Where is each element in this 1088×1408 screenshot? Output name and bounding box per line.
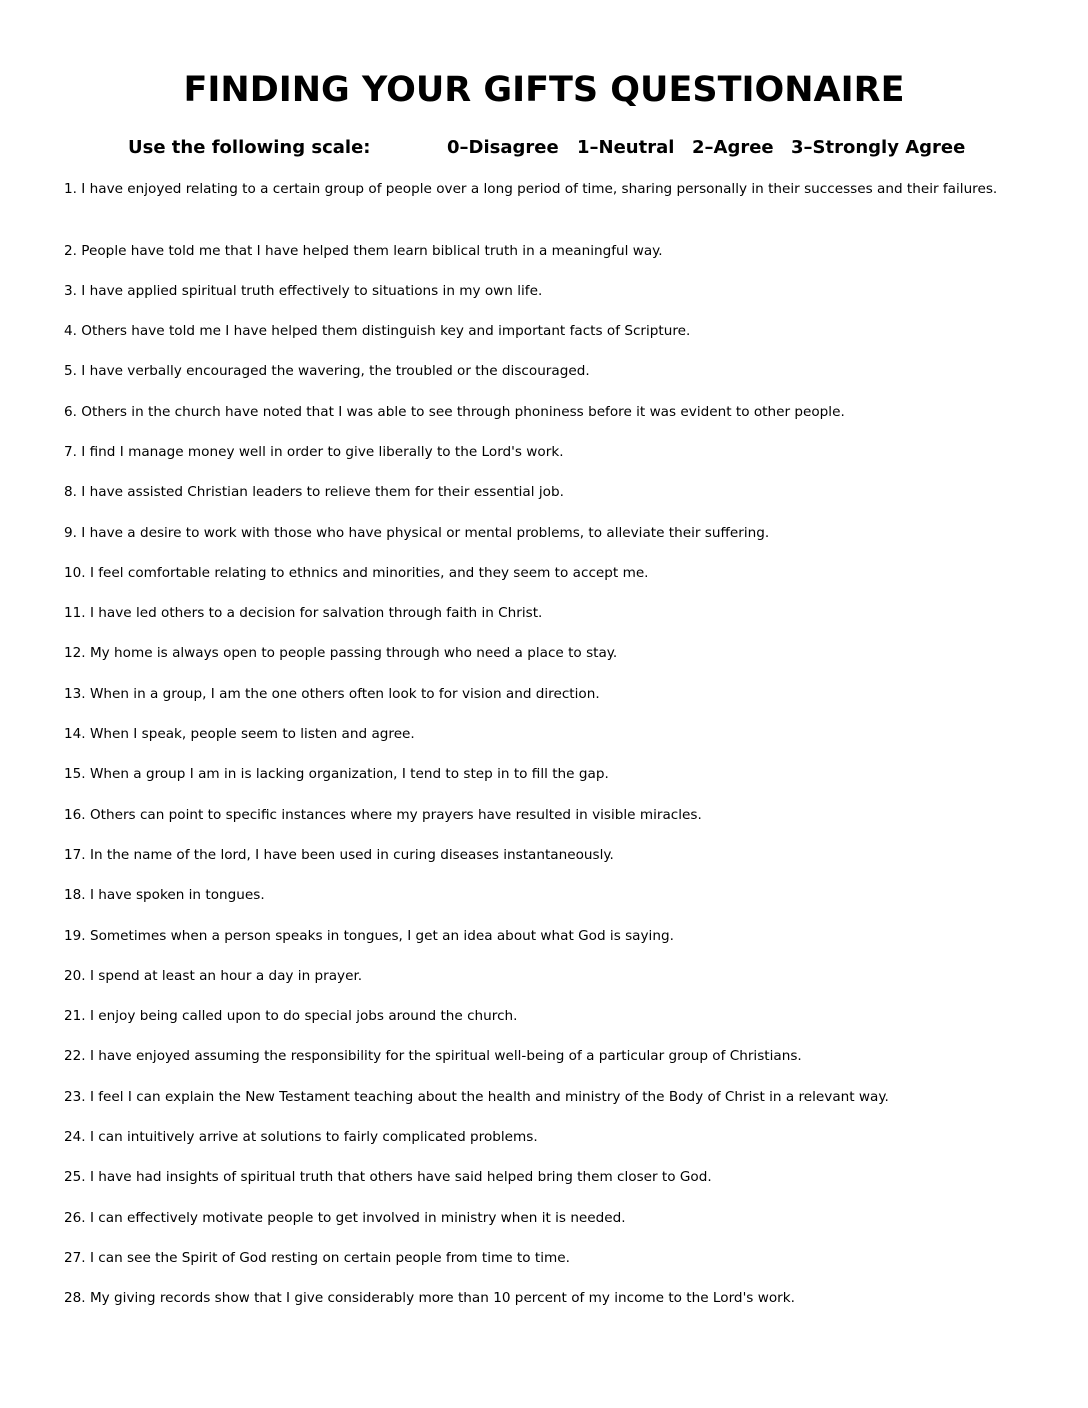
question-item: 15. When a group I am in is lacking organization, I tend to step in to fill the gap. xyxy=(64,766,609,783)
question-item: 8. I have assisted Christian leaders to relieve them for their essential job. xyxy=(64,484,564,501)
question-item: 24. I can intuitively arrive at solutions to fairly complicated problems. xyxy=(64,1129,538,1146)
question-item: 7. I find I manage money well in order to give liberally to the Lord's work. xyxy=(64,443,564,460)
question-item: 19. Sometimes when a person speaks in tongues, I get an idea about what God is saying. xyxy=(64,927,674,944)
question-item: 14. When I speak, people seem to listen and agree. xyxy=(64,726,415,743)
question-item: 4. Others have told me I have helped them distinguish key and important facts of Scripture. xyxy=(64,323,691,340)
scale-option-neutral: 1–Neutral xyxy=(577,137,675,158)
question-item: 5. I have verbally encouraged the wavering, the troubled or the discouraged. xyxy=(64,363,590,380)
question-list xyxy=(64,179,1014,1329)
question-item: 10. I feel comfortable relating to ethnics and minorities, and they seem to accept me. xyxy=(64,564,649,581)
question-item: 27. I can see the Spirit of God resting on certain people from time to time. xyxy=(64,1249,570,1266)
question-item: 21. I enjoy being called upon to do special jobs around the church. xyxy=(64,1008,518,1025)
scale-option-agree: 2–Agree xyxy=(692,137,774,158)
scale-option-strongly-agree: 3–Strongly Agree xyxy=(791,137,966,158)
question-item: 26. I can effectively motivate people to get involved in ministry when it is needed. xyxy=(64,1209,626,1226)
question-item: 18. I have spoken in tongues. xyxy=(64,887,265,904)
page-title: FINDING YOUR GIFTS QUESTIONAIRE xyxy=(183,70,905,110)
question-item: 25. I have had insights of spiritual truth that others have said helped bring them closer to God. xyxy=(64,1169,712,1186)
question-item: 12. My home is always open to people passing through who need a place to stay. xyxy=(64,645,618,662)
scale-label: Use the following scale: xyxy=(128,137,371,158)
question-item: 23. I feel I can explain the New Testament teaching about the health and ministry of the Body of Christ in a relevant way. xyxy=(64,1088,889,1105)
question-item: 28. My giving records show that I give considerably more than 10 percent of my income to the Lord's work. xyxy=(64,1290,795,1307)
question-item: 3. I have applied spiritual truth effectively to situations in my own life. xyxy=(64,282,543,299)
question-item: 6. Others in the church have noted that I was able to see through phoniness before it was evident to other people. xyxy=(64,403,845,420)
question-item: 2. People have told me that I have helped them learn biblical truth in a meaningful way. xyxy=(64,242,663,259)
question-item: 1. I have enjoyed relating to a certain group of people over a long period of time, sharing personally in their successes and their failures. xyxy=(64,181,998,197)
question-item: 20. I spend at least an hour a day in prayer. xyxy=(64,967,363,984)
question-item: 17. In the name of the lord, I have been used in curing diseases instantaneously. xyxy=(64,846,614,863)
scale-option-disagree: 0–Disagree xyxy=(447,137,559,158)
question-item: 22. I have enjoyed assuming the responsibility for the spiritual well-being of a particular group of Christians. xyxy=(64,1048,802,1065)
question-item: 9. I have a desire to work with those who have physical or mental problems, to alleviate their suffering. xyxy=(64,524,770,541)
question-item: 13. When in a group, I am the one others often look to for vision and direction. xyxy=(64,685,600,702)
question-item: 16. Others can point to specific instances where my prayers have resulted in visible miracles. xyxy=(64,806,702,823)
question-item: 11. I have led others to a decision for salvation through faith in Christ. xyxy=(64,605,543,622)
rating-scale xyxy=(0,136,1088,160)
